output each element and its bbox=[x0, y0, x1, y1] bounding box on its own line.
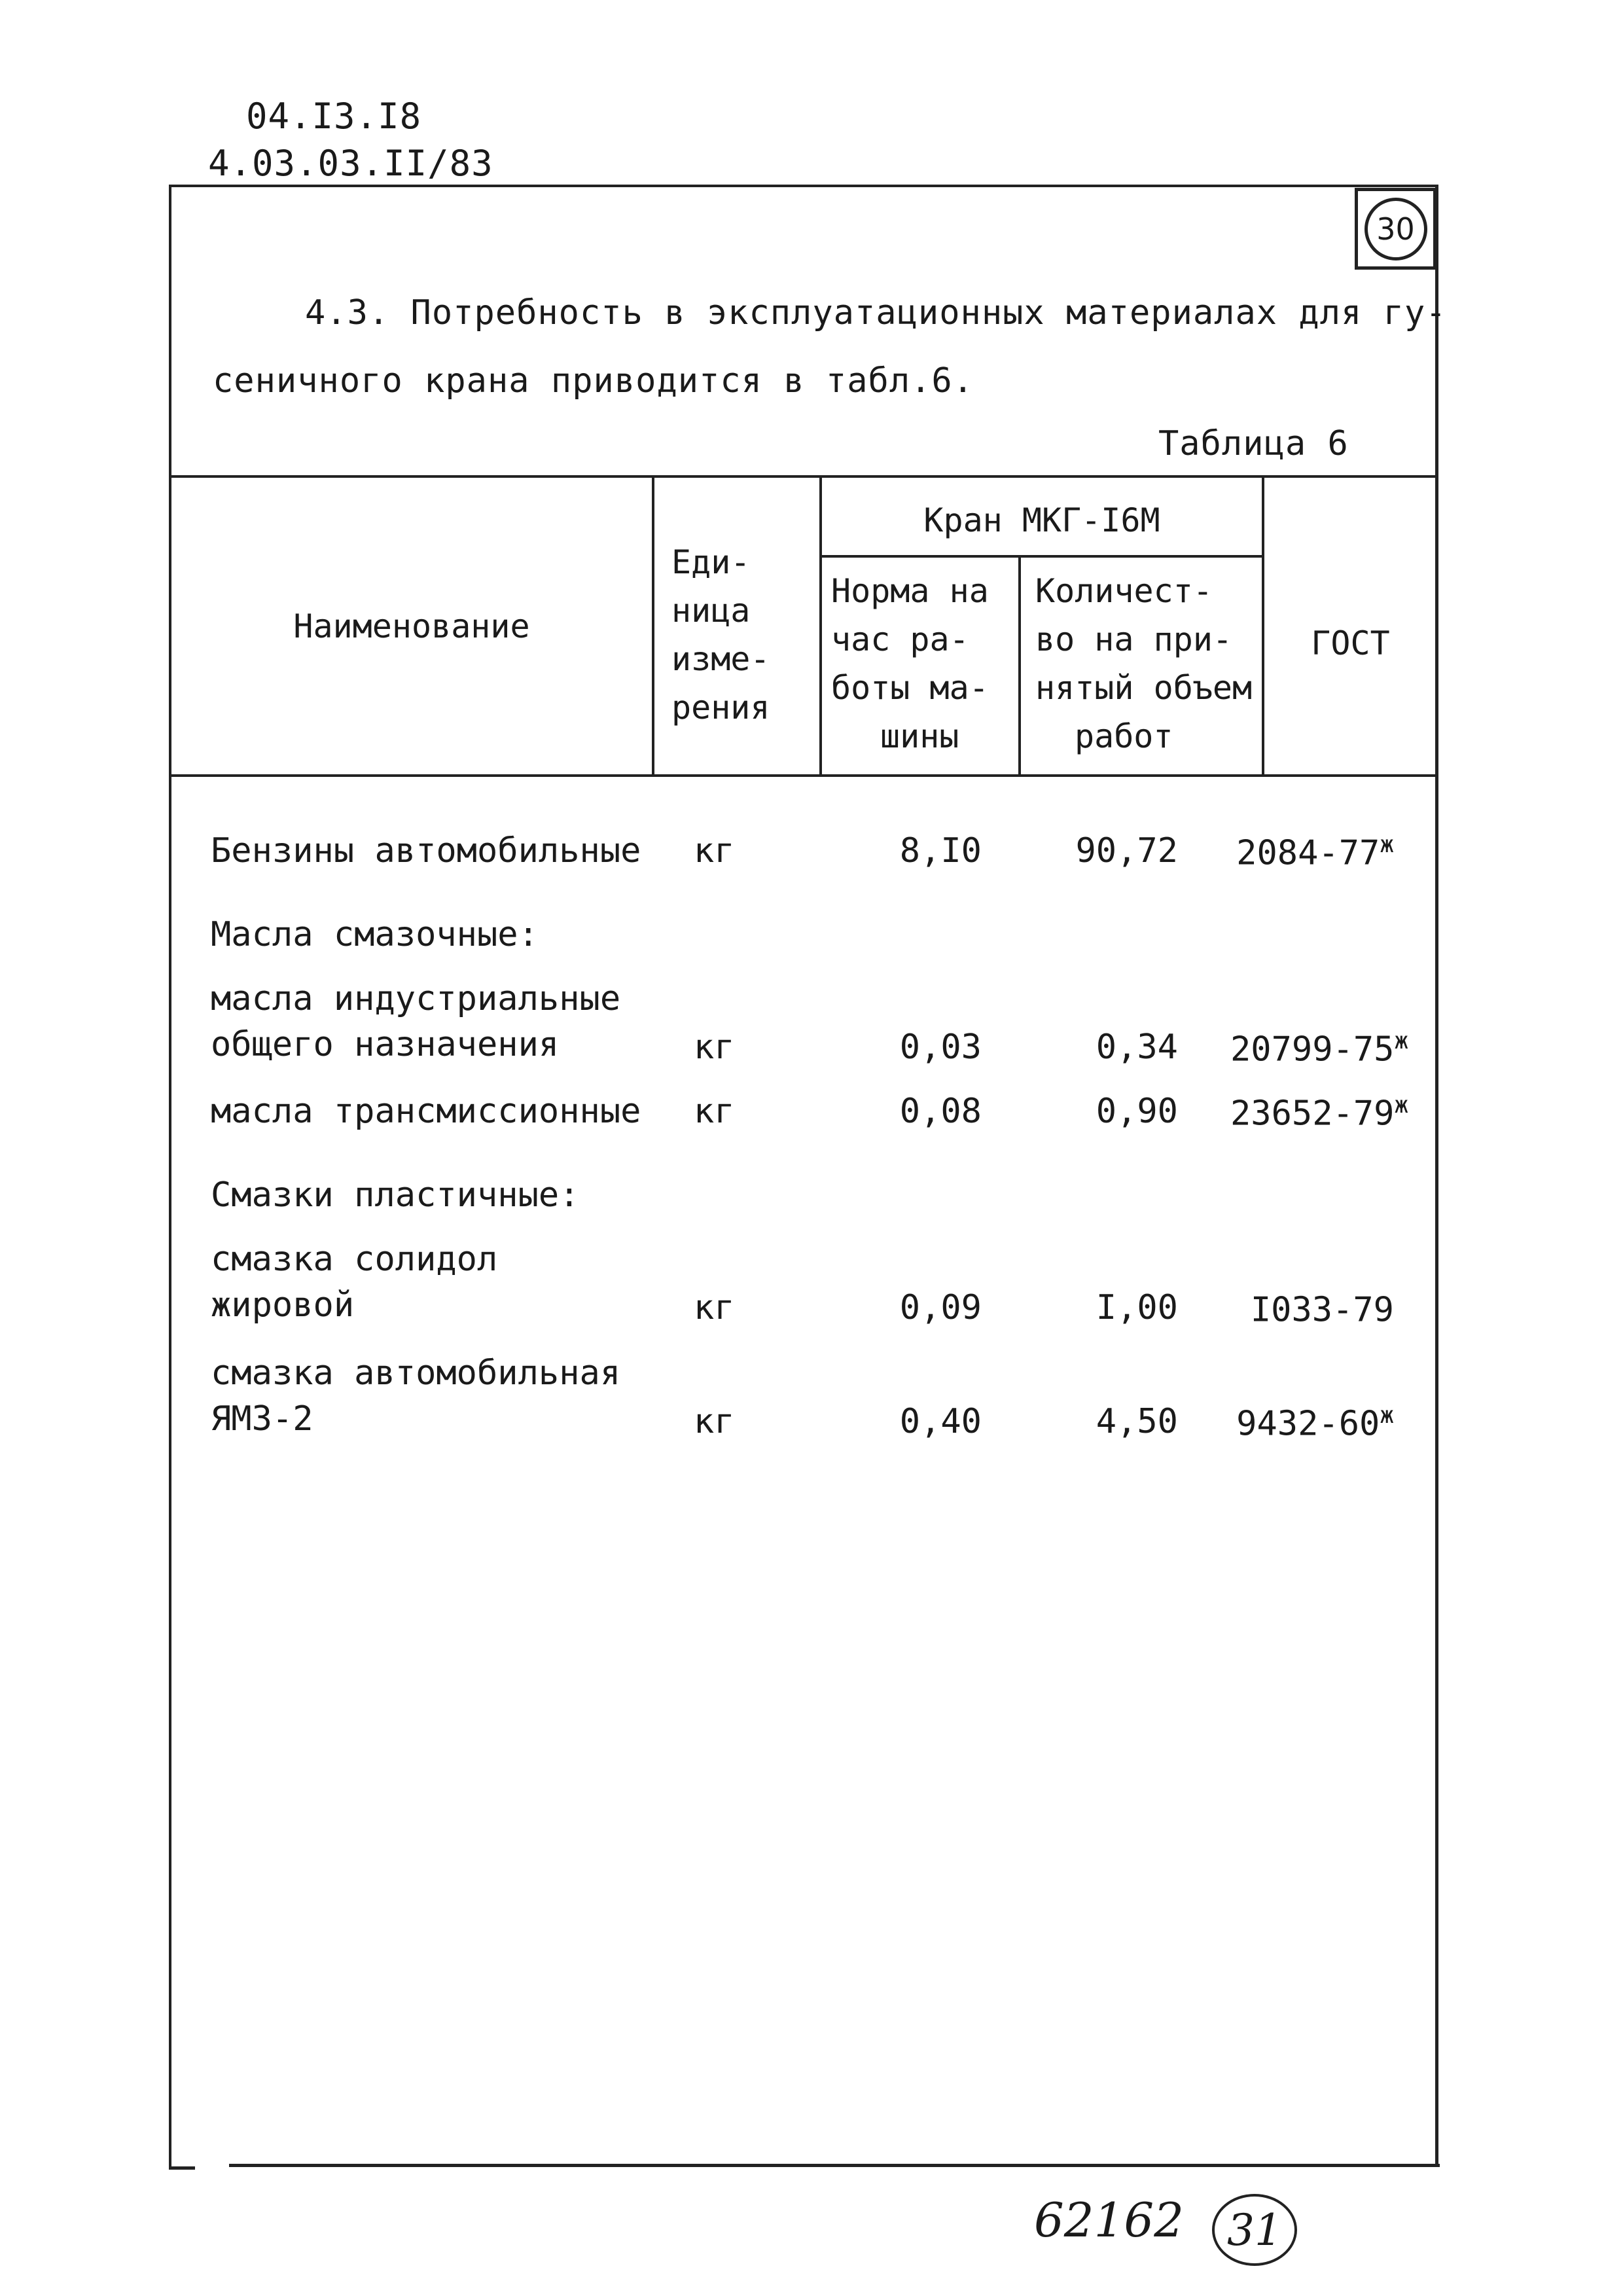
row-unit: кг bbox=[694, 1092, 735, 1131]
col-header-norm: Норма на час ра- боты ма- шины bbox=[831, 572, 989, 755]
row-name: масла индустриальные общего назначения bbox=[211, 979, 621, 1064]
row-name: смазка солидол жировой bbox=[211, 1240, 498, 1325]
row-gost: $23652-79^ж$ bbox=[1230, 1092, 1409, 1134]
row-qty: I,00 bbox=[1096, 1288, 1178, 1327]
row-unit: кг bbox=[694, 1402, 735, 1441]
row-qty: 90,72 bbox=[1075, 831, 1178, 870]
document-code-2: 4.03.03.II/83 bbox=[208, 143, 493, 184]
row-name: смазка автомобильная ЯМЗ-2 bbox=[211, 1354, 621, 1439]
col-header-gost: ГОСТ bbox=[1311, 624, 1390, 662]
row-gost: $2084-77^ж$ bbox=[1236, 831, 1394, 873]
frame-bottom-rule-left bbox=[169, 2166, 195, 2170]
frame-bottom-rule bbox=[229, 2164, 1440, 2167]
group-header-rule bbox=[819, 555, 1264, 558]
circled-page-number: 31 bbox=[1212, 2194, 1297, 2266]
row-unit: кг bbox=[694, 1288, 735, 1327]
section-heading: Смазки пластичные: bbox=[211, 1175, 580, 1215]
section-heading: Масла смазочные: bbox=[211, 915, 539, 954]
paragraph-line-2: сеничного крана приводится в табл.6. bbox=[213, 361, 974, 401]
col-header-qty: Количест- во на при- нятый объем работ bbox=[1035, 572, 1253, 755]
row-norm: 0,09 bbox=[899, 1288, 982, 1327]
page-number-badge bbox=[1355, 188, 1436, 270]
group-header-crane: Кран МКГ-I6М bbox=[923, 501, 1160, 539]
paragraph-line-1: 4.3. Потребность в эксплуатационных материалах для гу- bbox=[305, 293, 1447, 332]
col-divider-1 bbox=[652, 475, 654, 777]
row-name: масла трансмиссионные bbox=[211, 1092, 641, 1131]
row-name: Бензины автомобильные bbox=[211, 831, 641, 870]
row-qty: 0,90 bbox=[1096, 1092, 1178, 1131]
row-norm: 0,40 bbox=[899, 1402, 982, 1441]
row-norm: 8,I0 bbox=[899, 831, 982, 870]
handwritten-number: 62162 bbox=[1034, 2193, 1185, 2248]
table-caption: Таблица 6 bbox=[1158, 424, 1349, 463]
col-divider-3 bbox=[1018, 555, 1021, 777]
row-norm: 0,08 bbox=[899, 1092, 982, 1131]
row-unit: кг bbox=[694, 1028, 735, 1067]
row-gost: $9432-60^ж$ bbox=[1236, 1402, 1394, 1444]
document-code-1: 04.I3.I8 bbox=[246, 96, 422, 137]
row-gost: I033-79 bbox=[1250, 1290, 1394, 1330]
row-qty: 0,34 bbox=[1096, 1028, 1178, 1067]
table-top-rule bbox=[171, 475, 1436, 478]
row-norm: 0,03 bbox=[899, 1028, 982, 1067]
col-header-unit: Еди- ница изме- рения bbox=[671, 543, 770, 726]
row-qty: 4,50 bbox=[1096, 1402, 1178, 1441]
table-header-bottom-rule bbox=[171, 774, 1436, 777]
col-header-name: Наименование bbox=[293, 607, 530, 645]
row-gost: $20799-75^ж$ bbox=[1230, 1028, 1409, 1069]
page-number: 30 bbox=[1364, 198, 1427, 260]
row-unit: кг bbox=[694, 831, 735, 870]
